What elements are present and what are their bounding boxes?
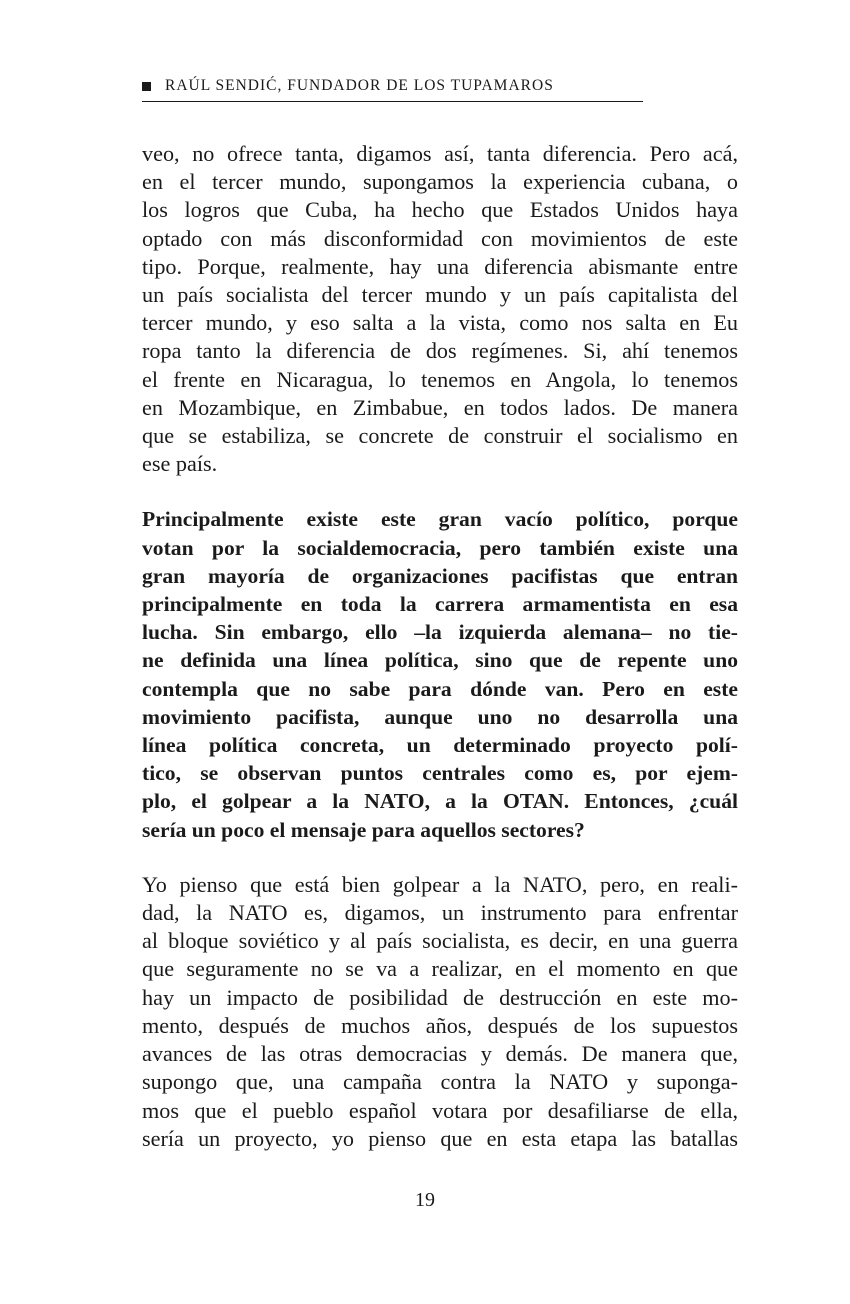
- text-line: veo, no ofrece tanta, digamos así, tanta diferencia. Pero acá,: [142, 141, 738, 166]
- text-line: Yo pienso que está bien golpear a la NATO, pero, en reali-: [142, 871, 738, 897]
- text-line: línea política concreta, un determinado proyecto polí-: [142, 733, 738, 758]
- text-line: supongo que, una campaña contra la NATO y suponga-: [142, 1069, 738, 1095]
- text-line: lucha. Sin embargo, ello –la izquierda alemana– no tie-: [142, 620, 738, 645]
- text-line: sería un poco el mensaje para aquellos sectores?: [142, 817, 585, 842]
- text-line: mos que el pueblo español votara por desafiliarse de ella,: [142, 1097, 738, 1123]
- text-line: ese país.: [142, 451, 218, 477]
- text-line: que se estabiliza, se concrete de construir el socialismo en: [142, 423, 738, 449]
- text-line: que seguramente no se va a realizar, en el momento en que: [142, 956, 738, 982]
- text-line: avances de las otras democracias y demás. De manera que,: [142, 1041, 738, 1067]
- text-line: tercer mundo, y eso salta a la vista, como nos salta en Eu: [142, 310, 738, 336]
- paragraph-1: [142, 140, 738, 478]
- page-body: [142, 140, 738, 1180]
- text-line: un país socialista del tercer mundo y un país capitalista del: [142, 282, 738, 308]
- header-square-bullet-icon: [142, 82, 151, 91]
- paragraph-3: [142, 871, 738, 1153]
- text-line: el frente en Nicaragua, lo tenemos en Angola, lo tenemos: [142, 366, 738, 392]
- text-line: los logros que Cuba, ha hecho que Estados Unidos haya: [142, 197, 738, 223]
- text-line: dad, la NATO es, digamos, un instrumento para enfrentar: [142, 900, 738, 926]
- text-line: gran mayoría de organizaciones pacifistas que entran: [142, 563, 738, 588]
- text-line: en Mozambique, en Zimbabue, en todos lados. De manera: [142, 394, 738, 420]
- running-header-title: RAÚL SENDIĆ, FUNDADOR DE LOS TUPAMAROS: [165, 77, 554, 94]
- text-line: Principalmente existe este gran vacío político, porque: [142, 507, 738, 532]
- text-line: movimiento pacifista, aunque uno no desarrolla una: [142, 704, 738, 729]
- text-line: contempla que no sabe para dónde van. Pero en este: [142, 676, 738, 701]
- text-line: optado con más disconformidad con movimientos de este: [142, 225, 738, 251]
- text-line: ne definida una línea política, sino que de repente uno: [142, 648, 738, 673]
- page-number: 19: [415, 1189, 435, 1211]
- text-line: tipo. Porque, realmente, hay una diferencia abismante entre: [142, 253, 738, 279]
- text-line: principalmente en toda la carrera armamentista en esa: [142, 592, 738, 617]
- paragraph-question: [142, 505, 738, 843]
- running-header: [142, 74, 643, 102]
- text-line: votan por la socialdemocracia, pero también existe una: [142, 535, 738, 560]
- text-line: hay un impacto de posibilidad de destrucción en este mo-: [142, 984, 738, 1010]
- text-line: plo, el golpear a la NATO, a la OTAN. Entonces, ¿cuál: [142, 789, 738, 814]
- text-line: al bloque soviético y al país socialista, es decir, en una guerra: [142, 928, 738, 954]
- text-line: en el tercer mundo, supongamos la experiencia cubana, o: [142, 169, 738, 195]
- text-line: sería un proyecto, yo pienso que en esta etapa las batallas: [142, 1125, 738, 1151]
- text-line: mento, después de muchos años, después de los supuestos: [142, 1012, 738, 1038]
- text-line: tico, se observan puntos centrales como es, por ejem-: [142, 761, 738, 786]
- text-line: ropa tanto la diferencia de dos regímenes. Si, ahí tenemos: [142, 338, 738, 364]
